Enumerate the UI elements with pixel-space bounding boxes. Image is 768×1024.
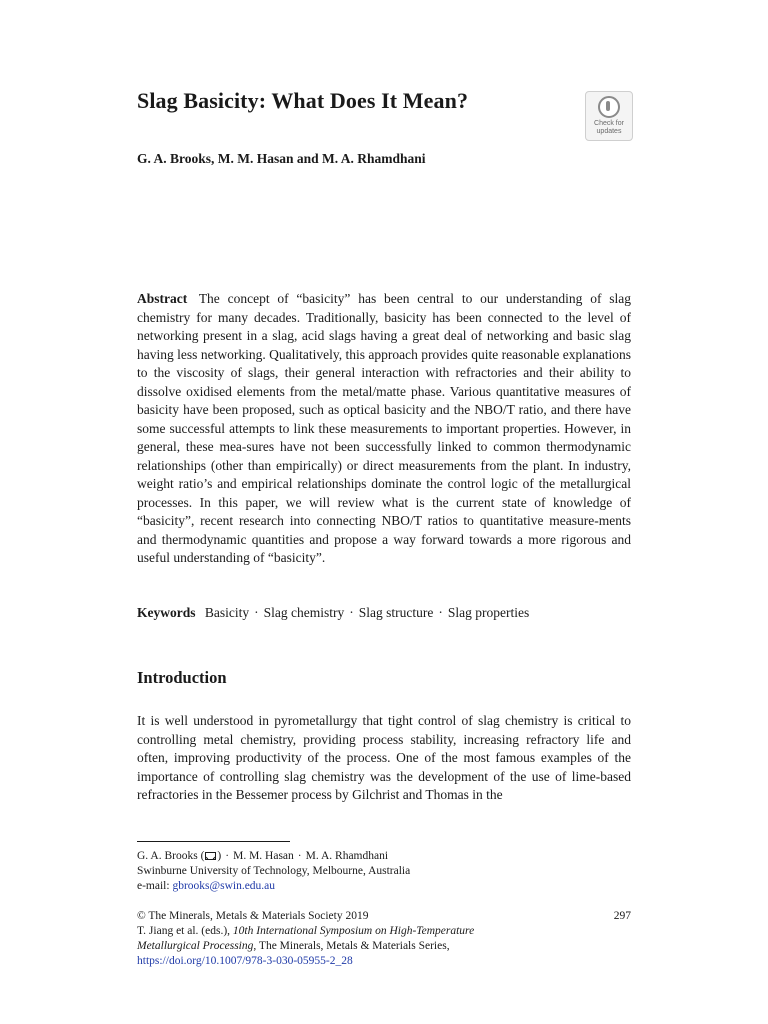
affiliation-author-1-close: ) [217, 850, 222, 862]
abstract-text: The concept of “basicity” has been central to our understanding of slag chemistry for many decades. Traditionally, basicity has been connected to the level of networking present in a slag, acid slags having a great deal of networking and basic slag having less networking. Qualitatively, this approach provides quite reasonable explanations to the viscosity of slags, their general interaction with refractories and their ability to dissolve oxidised elements from the metal/matte phase. Various quantitative measures of basicity have been proposed, such as optical basicity and the NBO/T ratio, and there have some successful attempts to link these measurements to important properties. However, in general, these mea-sures have not been successfully linked to common thermodynamic relationships (other than empirically) or direct measurements from the plant. In industry, weight ratio’s and empirical relationships dominate the control logic of the metallurgical processes. In this paper, we will review what is the current state of knowledge of “basicity”, recent research into connecting NBO/T ratios to quantitative measure-ments and thermodynamic quantities and propose a way forward towards a more rigorous and useful understanding of “basicity”. [137, 291, 631, 565]
page-number: 297 [613, 910, 631, 922]
envelope-icon [205, 852, 216, 860]
author-separator: · [297, 850, 302, 862]
paper-title: Slag Basicity: What Does It Mean? [137, 88, 469, 113]
citation-line-1 [137, 924, 631, 939]
citation-proceedings-title-1: 10th International Symposium on High-Temperature [232, 925, 475, 937]
abstract-label: Abstract [137, 291, 188, 306]
page-footer [137, 909, 631, 969]
citation-editors: T. Jiang et al. (eds.), [137, 925, 233, 937]
keywords [137, 604, 529, 623]
copyright-line: © The Minerals, Metals & Materials Society 2019 [137, 910, 369, 922]
keyword-separator: · [254, 605, 259, 620]
check-for-updates-icon [598, 96, 620, 118]
citation-line-2 [137, 939, 631, 954]
affiliation-author-2: M. M. Hasan [233, 850, 294, 862]
citation-series: , The Minerals, Metals & Materials Series, [253, 940, 450, 952]
email-link[interactable]: gbrooks@swin.edu.au [172, 880, 276, 892]
keyword-item: Basicity [204, 605, 250, 620]
affiliation-email-line [137, 879, 410, 894]
email-label: e-mail: [137, 880, 173, 892]
keywords-label: Keywords [137, 605, 196, 620]
footnote-divider [137, 841, 290, 842]
author-list: G. A. Brooks, M. M. Hasan and M. A. Rhamdhani [137, 151, 426, 166]
citation-proceedings-title-2: Metallurgical Processing [137, 940, 254, 952]
affiliation-authors-line [137, 849, 410, 864]
affiliation-institution: Swinburne University of Technology, Melbourne, Australia [137, 865, 411, 877]
keyword-item: Slag structure [358, 605, 434, 620]
keyword-separator: · [349, 605, 354, 620]
keyword-item: Slag chemistry [263, 605, 345, 620]
affiliation-author-3: M. A. Rhamdhani [305, 850, 389, 862]
section-heading-introduction: Introduction [137, 668, 227, 687]
check-for-updates-label: Check for updates [594, 120, 624, 135]
author-affiliation [137, 849, 410, 894]
author-separator: · [225, 850, 230, 862]
check-for-updates-badge[interactable] [585, 91, 633, 141]
doi-link[interactable]: https://doi.org/10.1007/978-3-030-05955-2_28 [137, 955, 353, 967]
affiliation-author-1: G. A. Brooks ( [137, 850, 205, 862]
keyword-item: Slag properties [447, 605, 530, 620]
keyword-separator: · [438, 605, 443, 620]
introduction-paragraph: It is well understood in pyrometallurgy that tight control of slag chemistry is critical to controlling metal chemistry, providing process stability, increasing refractory life and often, improving productivity of the process. One of the most famous examples of the importance of controlling slag chemistry was the development of the use of lime-based refractories in the Bessemer process by Gilchrist and Thomas in the [137, 713, 631, 802]
abstract [137, 290, 631, 568]
